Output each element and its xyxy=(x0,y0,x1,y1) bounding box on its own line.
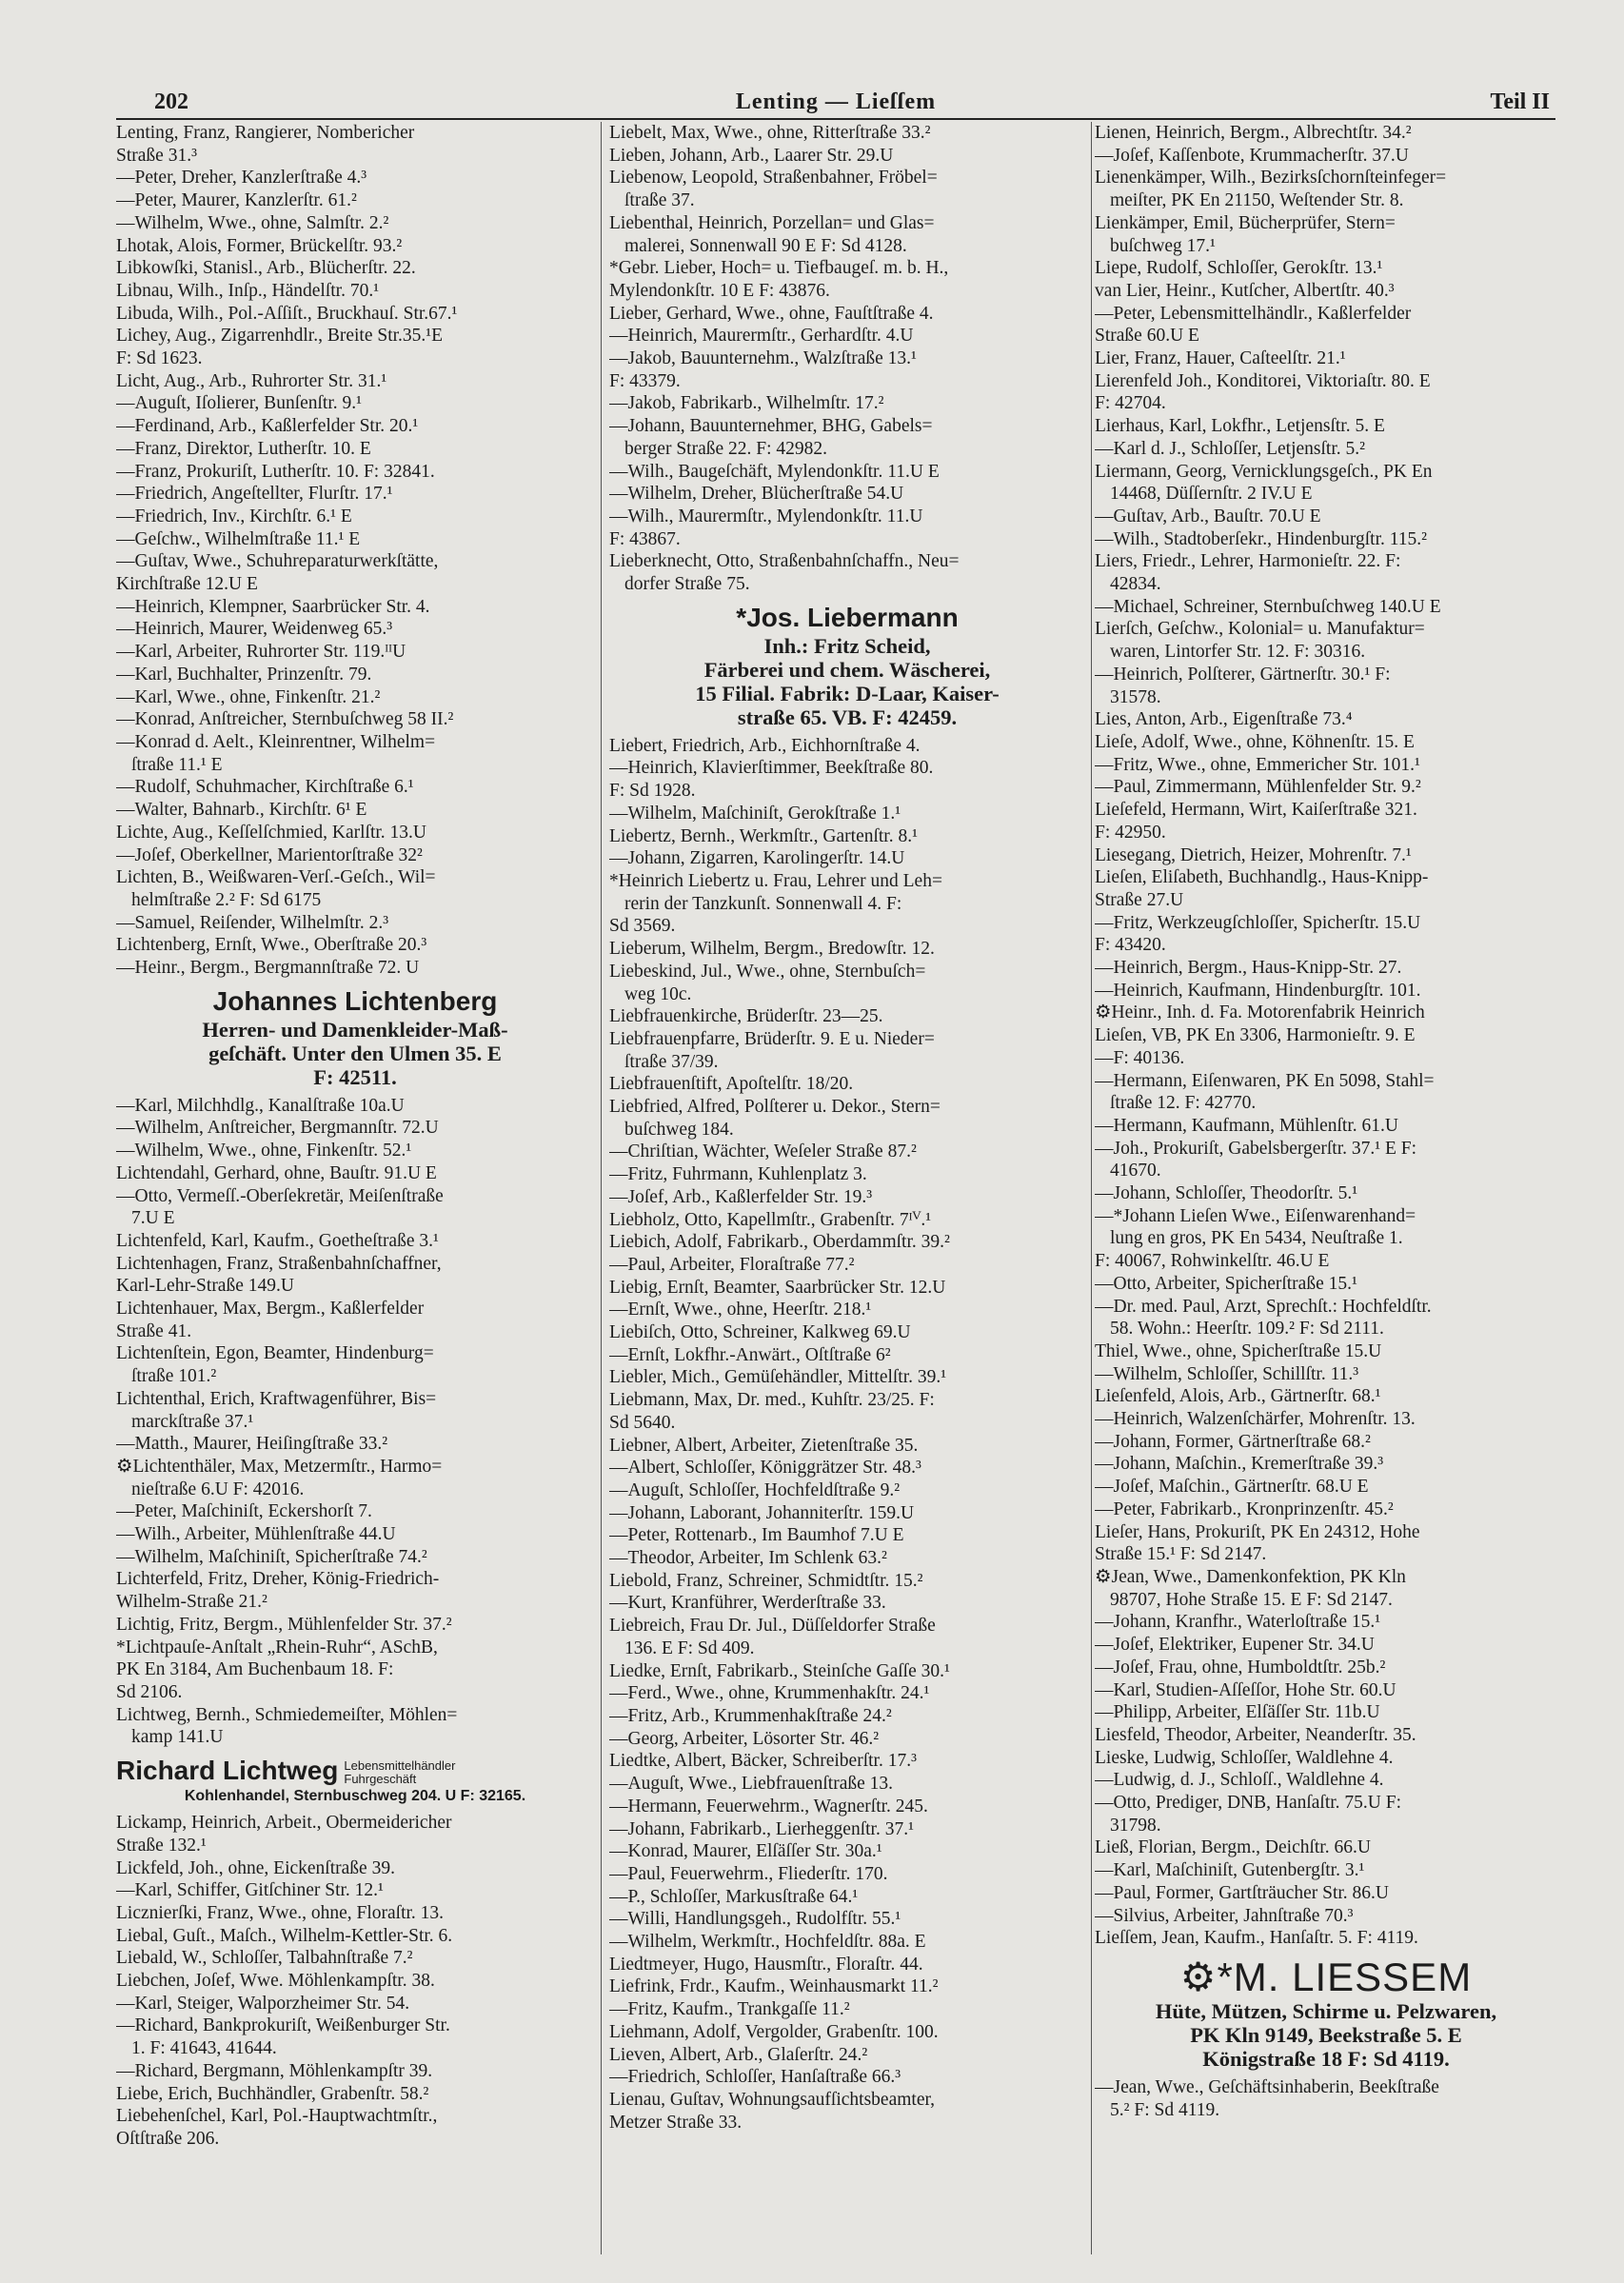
directory-entry-line: —Ferdinand, Arb., Kaßlerfelder Str. 20.¹ xyxy=(116,416,419,437)
directory-entry-line: Lieſer, Hans, Prokuriſt, PK En 24312, Hohe xyxy=(1095,1521,1420,1542)
directory-entry-line: —Heinrich, Maurermſtr., Gerhardſtr. 4.U xyxy=(609,326,914,347)
directory-entry-line: Liebenow, Leopold, Straßenbahner, Fröbel= xyxy=(609,168,938,189)
entry-continuation-line: lung en gros, PK En 5434, Neuſtraße 1. xyxy=(1110,1228,1403,1249)
entry-continuation-line: meiſter, PK En 21150, Weſtender Str. 8. xyxy=(1110,190,1404,211)
entry-continuation-line: ſtraße 101.² xyxy=(131,1366,217,1387)
directory-entry-line: —Konrad, Maurer, Elſäſſer Str. 30a.¹ xyxy=(609,1841,882,1862)
column-divider xyxy=(1091,122,1092,2254)
directory-entry-line: Lickfeld, Joh., ohne, Eickenſtraße 39. xyxy=(116,1857,395,1878)
directory-entry-line: —Rudolf, Schuhmacher, Kirchſtraße 6.¹ xyxy=(116,777,414,798)
directory-entry-line: —Ernſt, Lokfhr.-Anwärt., Oſtſtraße 6² xyxy=(609,1344,891,1365)
column-3 xyxy=(1095,122,1557,2254)
ad-text-line: Herren- und Damenkleider-Maß- xyxy=(202,1017,508,1042)
directory-entry-line: Lieſe, Adolf, Wwe., ohne, Köhnenſtr. 15. E xyxy=(1095,731,1415,752)
directory-entry-line: Lichey, Aug., Zigarrenhdlr., Breite Str.35.¹E xyxy=(116,326,444,347)
entry-continuation-line: 5.² F: Sd 4119. xyxy=(1110,2099,1220,2120)
directory-entry-line: Liebert, Friedrich, Arb., Eichhornſtraße 4. xyxy=(609,735,921,756)
entry-continuation-line: ſtraße 37. xyxy=(624,190,695,211)
directory-entry-line: —Heinrich, Klavierſtimmer, Beekſtraße 80. xyxy=(609,758,934,779)
advertisement-block xyxy=(116,1755,594,1806)
directory-entry-line: —Franz, Prokuriſt, Lutherſtr. 10. F: 32841. xyxy=(116,461,435,482)
entry-continuation-line: 7.U E xyxy=(131,1208,175,1229)
directory-entry-line: —Heinrich, Walzenſchärfer, Mohrenſtr. 13. xyxy=(1095,1409,1416,1430)
directory-entry-line: Lieſenfeld, Alois, Arb., Gärtnerſtr. 68.¹ xyxy=(1095,1386,1381,1407)
directory-entry-line: —Fritz, Kaufm., Trankgaſſe 11.² xyxy=(609,1999,850,2020)
directory-entry-line: —Ferd., Wwe., ohne, Krummenhakſtr. 24.¹ xyxy=(609,1683,930,1704)
entry-continuation-line: 98707, Hohe Straße 15. E F: Sd 2147. xyxy=(1110,1589,1393,1610)
directory-entry-line: *Gebr. Lieber, Hoch= u. Tiefbaugeſ. m. b. H., xyxy=(609,258,949,279)
directory-entry-line: Lickamp, Heinrich, Arbeit., Obermeidericher xyxy=(116,1813,452,1834)
directory-entry-line: Lichtenſtein, Egon, Beamter, Hindenburg= xyxy=(116,1343,434,1364)
entry-continuation-line: 42834. xyxy=(1110,574,1161,595)
directory-entry-line: Liebreich, Frau Dr. Jul., Düſſeldorfer Straße xyxy=(609,1616,936,1637)
entry-continuation-line: dorfer Straße 75. xyxy=(624,574,750,595)
directory-entry-line: Lienau, Guſtav, Wohnungsaufſichtsbeamter, xyxy=(609,2089,936,2110)
directory-entry-line: —Fritz, Werkzeugſchloſſer, Spicherſtr. 15.U xyxy=(1095,912,1421,933)
entry-continuation-line: 1. F: 41643, 41644. xyxy=(131,2038,277,2059)
directory-entry-line: Liebold, Franz, Schreiner, Schmidtſtr. 15.² xyxy=(609,1570,923,1591)
directory-entry-line: Liebal, Guſt., Maſch., Wilhelm-Kettler-Str. 6. xyxy=(116,1925,453,1946)
directory-entry-line: Lichten, B., Weißwaren-Verſ.-Geſch., Wil= xyxy=(116,867,436,888)
directory-entry-line: —Guſtav, Wwe., Schuhreparaturwerkſtätte, xyxy=(116,551,439,572)
entry-continuation-line: 136. E F: Sd 409. xyxy=(624,1638,755,1658)
directory-entry-line: —Johann, Fabrikarb., Lierheggenſtr. 37.¹ xyxy=(609,1818,914,1839)
directory-entry-line: Lienkämper, Emil, Bücherprüfer, Stern= xyxy=(1095,212,1396,233)
entry-continuation-line: buſchweg 17.¹ xyxy=(1110,235,1216,256)
directory-entry-line: —Albert, Schloſſer, Königgrätzer Str. 48.³ xyxy=(609,1458,921,1479)
directory-entry-line: —Wilhelm, Maſchiniſt, Spicherſtraße 74.² xyxy=(116,1546,427,1567)
directory-entry-line: —Samuel, Reiſender, Wilhelmſtr. 2.³ xyxy=(116,912,389,933)
directory-entry-line: —Karl, Steiger, Walporzheimer Str. 54. xyxy=(116,1993,410,2014)
directory-entry-line: Liebchen, Joſef, Wwe. Möhlenkampſtr. 38. xyxy=(116,1971,435,1992)
directory-entry-line: F: 43867. xyxy=(609,528,681,549)
directory-entry-line: —Peter, Fabrikarb., Kronprinzenſtr. 45.² xyxy=(1095,1499,1394,1519)
directory-entry-line: Lieberum, Wilhelm, Bergm., Bredowſtr. 12. xyxy=(609,939,935,960)
directory-entry-line: —Kurt, Kranführer, Werderſtraße 33. xyxy=(609,1593,886,1614)
directory-entry-line: —Friedrich, Inv., Kirchſtr. 6.¹ E xyxy=(116,506,352,526)
directory-entry-line: Lierſch, Geſchw., Kolonial= u. Manufaktur= xyxy=(1095,619,1425,640)
column-2 xyxy=(609,122,1085,2254)
directory-entry-line: Lichtendahl, Gerhard, ohne, Bauſtr. 91.U E xyxy=(116,1162,437,1183)
directory-entry-line: —*Johann Lieſen Wwe., Eiſenwarenhand= xyxy=(1095,1205,1416,1226)
directory-entry-line: Straße 15.¹ F: Sd 2147. xyxy=(1095,1544,1267,1565)
directory-entry-line: —Karl, Arbeiter, Ruhrorter Str. 119.ᴵᴵU xyxy=(116,642,406,663)
advertisement-block xyxy=(1095,1955,1557,2071)
entry-continuation-line: 58. Wohn.: Heerſtr. 109.² F: Sd 2111. xyxy=(1110,1319,1384,1340)
directory-entry-line: —Friedrich, Schloſſer, Hanſaſtraße 66.³ xyxy=(609,2067,901,2088)
directory-entry-line: —Chriſtian, Wächter, Weſeler Straße 87.² xyxy=(609,1142,917,1162)
directory-entry-line: —Friedrich, Angeſtellter, Flurſtr. 17.¹ xyxy=(116,484,393,505)
directory-entry-line: F: 43420. xyxy=(1095,935,1166,956)
directory-entry-line: Lichtenfeld, Karl, Kaufm., Goetheſtraße 3.¹ xyxy=(116,1230,439,1251)
directory-entry-line: —Joſef, Oberkellner, Marientorſtraße 32² xyxy=(116,844,423,865)
directory-entry-line: Liers, Friedr., Lehrer, Harmonieſtr. 22. F: xyxy=(1095,551,1401,572)
directory-entry-line: —Joſef, Elektriker, Eupener Str. 34.U xyxy=(1095,1635,1375,1656)
directory-entry-line: —Heinrich, Polſterer, Gärtnerſtr. 30.¹ F: xyxy=(1095,664,1391,685)
ad-business-name xyxy=(116,1755,594,1787)
directory-entry-line: Liebald, W., Schloſſer, Talbahnſtraße 7.² xyxy=(116,1948,413,1969)
directory-entry-line: F: 40067, Rohwinkelſtr. 46.U E xyxy=(1095,1251,1330,1272)
directory-entry-line: Liermann, Georg, Vernicklungsgeſch., PK En xyxy=(1095,461,1433,482)
directory-entry-line: Lieſefeld, Hermann, Wirt, Kaiſerſtraße 321. xyxy=(1095,800,1417,821)
directory-entry-line: Sd 2106. xyxy=(116,1682,183,1702)
directory-entry-line: —Paul, Former, Gartſträucher Str. 86.U xyxy=(1095,1882,1389,1903)
directory-entry-line: Lieſen, Eliſabeth, Buchhandlg., Haus-Knipp- xyxy=(1095,867,1429,888)
directory-entry-line: —P., Schloſſer, Markusſtraße 64.¹ xyxy=(609,1886,859,1907)
ad-name-text: Richard Lichtweg xyxy=(116,1756,339,1786)
directory-entry-line: —Wilh., Maurermſtr., Mylendonkſtr. 11.U xyxy=(609,506,923,526)
directory-entry-line: Lieske, Ludwig, Schloſſer, Waldlehne 4. xyxy=(1095,1747,1394,1768)
directory-entry-line: —Geſchw., Wilhelmſtraße 11.¹ E xyxy=(116,528,361,549)
directory-entry-line: Liebe, Erich, Buchhändler, Grabenſtr. 58.² xyxy=(116,2083,429,2104)
directory-entry-line: Wilhelm-Straße 21.² xyxy=(116,1592,267,1613)
directory-entry-line: Lichtenberg, Ernſt, Wwe., Oberſtraße 20.³ xyxy=(116,935,427,956)
directory-entry-line: —Auguſt, Wwe., Liebfrauenſtraße 13. xyxy=(609,1774,894,1795)
directory-entry-line: —Jean, Wwe., Geſchäftsinhaberin, Beekſtraße xyxy=(1095,2076,1439,2097)
directory-entry-line: —Karl, Buchhalter, Prinzenſtr. 79. xyxy=(116,664,372,685)
directory-entry-line: —Johann, Maſchin., Kremerſtraße 39.³ xyxy=(1095,1454,1384,1475)
directory-entry-line: ⚙Heinr., Inh. d. Fa. Motorenfabrik Heinrich xyxy=(1095,1003,1425,1023)
directory-entry-line: —Joſef, Arb., Kaßlerfelder Str. 19.³ xyxy=(609,1186,873,1207)
directory-entry-line: —Karl, Schiffer, Gitſchiner Str. 12.¹ xyxy=(116,1880,384,1901)
directory-entry-line: F: Sd 1623. xyxy=(116,348,203,369)
directory-entry-line: —Heinrich, Klempner, Saarbrücker Str. 4. xyxy=(116,596,430,617)
directory-entry-line: —F: 40136. xyxy=(1095,1047,1185,1068)
directory-entry-line: —Karl, Wwe., ohne, Finkenſtr. 21.² xyxy=(116,686,381,707)
entry-continuation-line: helmſtraße 2.² F: Sd 6175 xyxy=(131,889,322,910)
directory-entry-line: Karl-Lehr-Straße 149.U xyxy=(116,1276,294,1297)
directory-entry-line: F: 42704. xyxy=(1095,393,1166,414)
ad-business-name: ⚙*M. LIESSEM xyxy=(1179,1954,1473,1999)
directory-entry-line: Straße 41. xyxy=(116,1320,192,1341)
ad-side-line: Fuhrgeschäft xyxy=(344,1771,417,1786)
directory-entry-line: —Paul, Feuerwehrm., Fliederſtr. 170. xyxy=(609,1863,888,1884)
directory-entry-line: Libnau, Wilh., Inſp., Händelſtr. 70.¹ xyxy=(116,280,380,301)
directory-entry-line: Libuda, Wilh., Pol.-Aſſiſt., Bruckhauſ. Str.67.¹ xyxy=(116,303,458,324)
column-divider xyxy=(601,122,602,2254)
directory-entry-line: —Peter, Rottenarb., Im Baumhof 7.U E xyxy=(609,1525,904,1546)
directory-entry-line: Liedtke, Albert, Bäcker, Schreiberſtr. 17.³ xyxy=(609,1751,917,1772)
directory-entry-line: Liebig, Ernſt, Beamter, Saarbrücker Str. 12.U xyxy=(609,1277,946,1298)
directory-entry-line: Liebfrauenkirche, Brüderſtr. 23—25. xyxy=(609,1006,883,1027)
directory-entry-line: —Johann, Schloſſer, Theodorſtr. 5.¹ xyxy=(1095,1183,1358,1204)
directory-entry-line: —Philipp, Arbeiter, Elſäſſer Str. 11b.U xyxy=(1095,1702,1380,1723)
directory-entry-line: —Peter, Maſchiniſt, Eckershorſt 7. xyxy=(116,1501,372,1522)
directory-entry-line: —Wilhelm, Anſtreicher, Bergmannſtr. 72.U xyxy=(116,1118,439,1139)
directory-entry-line: —Ernſt, Wwe., ohne, Heerſtr. 218.¹ xyxy=(609,1300,872,1320)
directory-entry-line: —Karl, Maſchiniſt, Gutenbergſtr. 3.¹ xyxy=(1095,1860,1365,1881)
page-number: 202 xyxy=(154,89,188,114)
directory-entry-line: —Hermann, Kaufmann, Mühlenſtr. 61.U xyxy=(1095,1115,1398,1136)
entry-continuation-line: buſchweg 184. xyxy=(624,1119,734,1140)
directory-entry-line: Liebmann, Max, Dr. med., Kuhſtr. 23/25. F: xyxy=(609,1390,935,1411)
directory-entry-line: Liebeskind, Jul., Wwe., ohne, Sternbuſch= xyxy=(609,961,926,982)
ad-text-line: Färberei und chem. Wäscherei, xyxy=(703,657,991,682)
directory-entry-line: —Fritz, Arb., Krummenhakſtraße 24.² xyxy=(609,1706,892,1726)
advertisement-block xyxy=(116,985,594,1089)
directory-entry-line: Liebiſch, Otto, Schreiner, Kalkweg 69.U xyxy=(609,1322,911,1343)
directory-entry-line: —Wilhelm, Werkmſtr., Hochfeldſtr. 88a. E xyxy=(609,1932,926,1953)
directory-entry-line: —Joh., Prokuriſt, Gabelsbergerſtr. 37.¹ E F: xyxy=(1095,1138,1417,1159)
directory-entry-line: Straße 31.³ xyxy=(116,145,197,166)
directory-entry-line: Liesfeld, Theodor, Arbeiter, Neanderſtr. 35. xyxy=(1095,1724,1416,1745)
directory-entry-line: —Konrad, Anſtreicher, Sternbuſchweg 58 II.² xyxy=(116,709,454,730)
directory-entry-line: Liesegang, Dietrich, Heizer, Mohrenſtr. 7.¹ xyxy=(1095,844,1412,865)
directory-entry-line: Straße 27.U xyxy=(1095,889,1184,910)
directory-entry-line: Liebelt, Max, Wwe., ohne, Ritterſtraße 33.² xyxy=(609,123,931,143)
directory-entry-line: —Johann, Zigarren, Karolingerſtr. 14.U xyxy=(609,848,905,869)
directory-entry-line: —Franz, Direktor, Lutherſtr. 10. E xyxy=(116,438,371,459)
directory-entry-line: —Otto, Arbeiter, Spicherſtraße 15.¹ xyxy=(1095,1273,1357,1294)
directory-entry-line: —Wilhelm, Wwe., ohne, Salmſtr. 2.² xyxy=(116,212,389,233)
directory-entry-line: Metzer Straße 33. xyxy=(609,2112,743,2133)
directory-entry-line: —Johann, Laborant, Johanniterſtr. 159.U xyxy=(609,1502,915,1523)
directory-entry-line: Lierhaus, Karl, Lokfhr., Letjensſtr. 5. E xyxy=(1095,416,1385,437)
ad-text-line: 15 Filial. Fabrik: D-Laar, Kaiser- xyxy=(695,681,1000,705)
directory-entry-line: Lier, Franz, Hauer, Caſteelſtr. 21.¹ xyxy=(1095,348,1346,369)
directory-entry-line: —Ludwig, d. J., Schloſſ., Waldlehne 4. xyxy=(1095,1770,1384,1791)
directory-entry-line: —Karl d. J., Schloſſer, Letjensſtr. 5.² xyxy=(1095,438,1365,459)
directory-entry-line: —Wilh., Stadtoberſekr., Hindenburgſtr. 115.² xyxy=(1095,528,1427,549)
directory-entry-line: *Heinrich Liebertz u. Frau, Lehrer und Leh= xyxy=(609,870,942,891)
directory-entry-line: Liebich, Adolf, Fabrikarb., Oberdammſtr. 39.² xyxy=(609,1232,950,1253)
directory-entry-line: Liebenthal, Heinrich, Porzellan= und Glas= xyxy=(609,212,935,233)
directory-entry-line: Liepe, Rudolf, Schloſſer, Gerokſtr. 13.¹ xyxy=(1095,258,1383,279)
ad-text-line: geſchäft. Unter den Ulmen 35. E xyxy=(208,1041,502,1065)
directory-entry-line: Lichtig, Fritz, Bergm., Mühlenfelder Str. 37.² xyxy=(116,1614,452,1635)
directory-entry-line: Liebfrauenpfarre, Brüderſtr. 9. E u. Nieder= xyxy=(609,1028,935,1049)
directory-entry-line: —Dr. med. Paul, Arzt, Sprechſt.: Hochfeldſtr. xyxy=(1095,1296,1432,1317)
directory-entry-line: —Heinrich, Maurer, Weidenweg 65.³ xyxy=(116,619,393,640)
directory-entry-line: —Heinr., Bergm., Bergmannſtraße 72. U xyxy=(116,958,420,979)
directory-entry-line: F: 43379. xyxy=(609,370,681,391)
ad-text-line: Hüte, Mützen, Schirme u. Pelzwaren, xyxy=(1155,1998,1497,2023)
directory-entry-line: Oſtſtraße 206. xyxy=(116,2128,220,2149)
directory-entry-line: Lhotak, Alois, Former, Brückelſtr. 93.² xyxy=(116,235,403,256)
directory-entry-line: van Lier, Heinr., Kutſcher, Albertſtr. 40.³ xyxy=(1095,280,1395,301)
directory-entry-line: —Joſef, Frau, ohne, Humboldtſtr. 25b.² xyxy=(1095,1657,1386,1678)
directory-entry-line: —Otto, Vermeſſ.-Oberſekretär, Meiſenſtraße xyxy=(116,1185,444,1206)
directory-entry-line: —Michael, Schreiner, Sternbuſchweg 140.U E xyxy=(1095,596,1441,617)
directory-entry-line: Sd 3569. xyxy=(609,916,676,937)
directory-entry-line: Lienen, Heinrich, Bergm., Albrechtſtr. 34.² xyxy=(1095,123,1412,143)
entry-continuation-line: kamp 141.U xyxy=(131,1727,224,1748)
directory-entry-line: Liebler, Mich., Gemüſehändler, Mittelſtr. 39.¹ xyxy=(609,1367,947,1388)
entry-continuation-line: rerin der Tanzkunſt. Sonnenwall 4. F: xyxy=(624,893,902,914)
directory-entry-line: —Wilhelm, Maſchiniſt, Gerokſtraße 1.¹ xyxy=(609,803,901,824)
directory-entry-line: Lienenkämper, Wilh., Bezirksſchornſteinfeger= xyxy=(1095,168,1447,189)
directory-entry-line: Liebehenſchel, Karl, Pol.-Hauptwachtmſtr., xyxy=(116,2106,438,2127)
directory-entry-line: F: Sd 1928. xyxy=(609,781,696,802)
directory-entry-line: Thiel, Wwe., ohne, Spicherſtraße 15.U xyxy=(1095,1340,1382,1361)
directory-entry-line: —Jakob, Bauunternehm., Walzſtraße 13.¹ xyxy=(609,348,917,369)
directory-entry-line: Lichtweg, Bernh., Schmiedemeiſter, Möhlen= xyxy=(116,1704,458,1725)
ad-business-name: *Jos. Liebermann xyxy=(736,602,959,632)
directory-entry-line: Lichte, Aug., Keſſelſchmied, Karlſtr. 13.U xyxy=(116,822,427,843)
directory-entry-line: Liebfried, Alfred, Polſterer u. Dekor., Stern= xyxy=(609,1097,941,1118)
directory-entry-line: —Otto, Prediger, DNB, Hanſaſtr. 75.U F: xyxy=(1095,1793,1402,1814)
directory-entry-line: Liedke, Ernſt, Fabrikarb., Steinſche Gaſſe 30.¹ xyxy=(609,1660,950,1681)
directory-entry-line: —Wilhelm, Schloſſer, Schillſtr. 11.³ xyxy=(1095,1363,1359,1384)
directory-entry-line: —Heinrich, Bergm., Haus-Knipp-Str. 27. xyxy=(1095,958,1402,979)
directory-entry-line: Libkowſki, Stanisl., Arb., Blücherſtr. 22. xyxy=(116,258,416,279)
directory-entry-line: Liehmann, Adolf, Vergolder, Grabenſtr. 100. xyxy=(609,2021,939,2042)
directory-entry-line: Lichtenhauer, Max, Bergm., Kaßlerfelder xyxy=(116,1299,425,1320)
directory-entry-line: —Wilh., Arbeiter, Mühlenſtraße 44.U xyxy=(116,1524,396,1545)
directory-entry-line: —Richard, Bankprokuriſt, Weißenburger Str. xyxy=(116,2015,450,2036)
directory-entry-line: —Paul, Arbeiter, Floraſtraße 77.² xyxy=(609,1254,855,1275)
entry-continuation-line: berger Straße 22. F: 42982. xyxy=(624,438,828,459)
ad-text-line: PK Kln 9149, Beekstraße 5. E xyxy=(1190,2022,1462,2047)
directory-entry-line: —Konrad d. Aelt., Kleinrentner, Wilhelm= xyxy=(116,731,436,752)
entry-continuation-line: ſtraße 12. F: 42770. xyxy=(1110,1093,1257,1114)
directory-entry-line: Lierenfeld Joh., Konditorei, Viktoriaſtr. 80. E xyxy=(1095,370,1431,391)
directory-entry-line: —Joſef, Kaſſenbote, Krummacherſtr. 37.U xyxy=(1095,145,1409,166)
directory-entry-line: —Willi, Handlungsgeh., Rudolfſtr. 55.¹ xyxy=(609,1909,901,1930)
directory-entry-line: —Hermann, Feuerwehrm., Wagnerſtr. 245. xyxy=(609,1796,928,1816)
entry-continuation-line: 14468, Düſſernſtr. 2 IV.U E xyxy=(1110,484,1313,505)
directory-entry-line: —Peter, Dreher, Kanzlerſtraße 4.³ xyxy=(116,168,367,189)
directory-entry-line: —Auguſt, Schloſſer, Hochfeldſtraße 9.² xyxy=(609,1479,901,1500)
directory-entry-line: —Peter, Maurer, Kanzlerſtr. 61.² xyxy=(116,190,357,211)
ad-side-note xyxy=(344,1759,455,1786)
ad-text-line: Königstraße 18 F: Sd 4119. xyxy=(1202,2046,1450,2071)
directory-entry-line: Lenting, Franz, Rangierer, Nombericher xyxy=(116,123,415,143)
directory-entry-line: —Johann, Former, Gärtnerſtraße 68.² xyxy=(1095,1431,1371,1452)
directory-entry-line: —Georg, Arbeiter, Lösorter Str. 46.² xyxy=(609,1728,880,1749)
directory-entry-line: —Fritz, Wwe., ohne, Emmericher Str. 101.¹ xyxy=(1095,754,1420,775)
ad-business-name: Johannes Lichtenberg xyxy=(212,985,498,1016)
directory-entry-line: Lieven, Albert, Arb., Glaſerſtr. 24.² xyxy=(609,2044,868,2065)
entry-continuation-line: 31798. xyxy=(1110,1815,1161,1836)
ad-text-line: straße 65. VB. F: 42459. xyxy=(737,705,958,729)
directory-entry-line: —Theodor, Arbeiter, Im Schlenk 63.² xyxy=(609,1548,887,1569)
directory-entry-line: Lieſen, VB, PK En 3306, Harmonieſtr. 9. E xyxy=(1095,1025,1416,1046)
directory-entry-line: Lies, Anton, Arb., Eigenſtraße 73.⁴ xyxy=(1095,709,1353,730)
running-title: Lenting — Lieſſem xyxy=(735,89,937,114)
directory-entry-line: —Joſef, Maſchin., Gärtnerſtr. 68.U E xyxy=(1095,1477,1369,1498)
directory-entry-line: —Matth., Maurer, Heiſingſtraße 33.² xyxy=(116,1434,388,1455)
directory-entry-line: —Paul, Zimmermann, Mühlenfelder Str. 9.² xyxy=(1095,777,1421,798)
page-header xyxy=(116,88,1555,120)
directory-entry-line: —Auguſt, Iſolierer, Bunſenſtr. 9.¹ xyxy=(116,393,362,414)
directory-entry-line: F: 42950. xyxy=(1095,822,1166,843)
directory-entry-line: —Jakob, Fabrikarb., Wilhelmſtr. 17.² xyxy=(609,393,884,414)
directory-entry-line: Kirchſtraße 12.U E xyxy=(116,574,258,595)
directory-entry-line: Straße 60.U E xyxy=(1095,326,1199,347)
directory-entry-line: Lieberknecht, Otto, Straßenbahnſchaffn., Neu= xyxy=(609,551,960,572)
directory-entry-line: —Wilhelm, Wwe., ohne, Finkenſtr. 52.¹ xyxy=(116,1141,412,1161)
directory-entry-line: Liebholz, Otto, Kapellmſtr., Grabenſtr. 7ᴵⱽ.¹ xyxy=(609,1209,932,1230)
directory-entry-line: —Fritz, Fuhrmann, Kuhlenplatz 3. xyxy=(609,1164,867,1185)
directory-entry-line: Liebner, Albert, Arbeiter, Zietenſtraße 35. xyxy=(609,1435,919,1456)
directory-entry-line: Lieber, Gerhard, Wwe., ohne, Fauſtſtraße 4. xyxy=(609,303,934,324)
directory-entry-line: Liebertz, Bernh., Werkmſtr., Gartenſtr. 8.¹ xyxy=(609,825,918,846)
directory-entry-line: —Guſtav, Arb., Bauſtr. 70.U E xyxy=(1095,506,1321,526)
advertisement-block xyxy=(609,602,1085,729)
directory-entry-line: Ließ, Florian, Bergm., Deichſtr. 66.U xyxy=(1095,1837,1371,1858)
entry-continuation-line: 31578. xyxy=(1110,686,1161,707)
directory-entry-line: —Richard, Bergmann, Möhlenkampſtr 39. xyxy=(116,2060,433,2081)
entry-continuation-line: 41670. xyxy=(1110,1161,1161,1181)
directory-entry-line: ⚙Lichtenthäler, Max, Metzermſtr., Harmo= xyxy=(116,1456,443,1477)
column-1 xyxy=(116,122,594,2254)
directory-entry-line: PK En 3184, Am Buchenbaum 18. F: xyxy=(116,1659,394,1680)
directory-entry-line: —Hermann, Eiſenwaren, PK En 5098, Stahl= xyxy=(1095,1070,1435,1091)
directory-entry-line: Lieben, Johann, Arb., Laarer Str. 29.U xyxy=(609,145,894,166)
directory-entry-line: —Heinrich, Kaufmann, Hindenburgſtr. 101. xyxy=(1095,980,1421,1001)
entry-continuation-line: malerei, Sonnenwall 90 E F: Sd 4128. xyxy=(624,235,907,256)
directory-entry-line: —Silvius, Arbeiter, Jahnſtraße 70.³ xyxy=(1095,1905,1354,1926)
directory-entry-line: —Wilhelm, Dreher, Blücherſtraße 54.U xyxy=(609,484,904,505)
directory-entry-line: Licht, Aug., Arb., Ruhrorter Str. 31.¹ xyxy=(116,370,387,391)
directory-entry-line: Lichterfeld, Fritz, Dreher, König-Friedrich- xyxy=(116,1569,440,1590)
entry-continuation-line: marckſtraße 37.¹ xyxy=(131,1411,254,1432)
directory-entry-line: —Johann, Kranfhr., Waterloſtraße 15.¹ xyxy=(1095,1612,1381,1633)
ad-side-line: Lebensmittelhändler xyxy=(344,1757,456,1773)
entry-continuation-line: weg 10c. xyxy=(624,983,692,1004)
directory-entry-line: ⚙Jean, Wwe., Damenkonfektion, PK Kln xyxy=(1095,1567,1406,1587)
ad-text-line: Inh.: Fritz Scheid, xyxy=(763,633,931,658)
directory-entry-line: Lichtenhagen, Franz, Straßenbahnſchaffner, xyxy=(116,1253,442,1274)
directory-entry-line: —Karl, Studien-Aſſeſſor, Hohe Str. 60.U xyxy=(1095,1679,1396,1700)
directory-entry-line: —Johann, Bauunternehmer, BHG, Gabels= xyxy=(609,416,933,437)
entry-continuation-line: ſtraße 37/39. xyxy=(624,1051,719,1072)
ad-text-line: F: 42511. xyxy=(313,1064,397,1089)
directory-entry-line: Mylendonkſtr. 10 E F: 43876. xyxy=(609,280,830,301)
ad-text-line: Kohlenhandel, Sternbuschweg 204. U F: 32165. xyxy=(184,1788,526,1805)
part-label: Teil II xyxy=(1490,89,1550,114)
directory-entry-line: Lichtenthal, Erich, Kraftwagenführer, Bis= xyxy=(116,1388,437,1409)
directory-entry-line: Lieſſem, Jean, Kaufm., Hanſaſtr. 5. F: 4119. xyxy=(1095,1928,1418,1949)
directory-entry-line: —Walter, Bahnarb., Kirchſtr. 6¹ E xyxy=(116,800,367,821)
directory-entry-line: —Wilh., Baugeſchäft, Mylendonkſtr. 11.U E xyxy=(609,461,940,482)
directory-entry-line: Liefrink, Frdr., Kaufm., Weinhausmarkt 11.² xyxy=(609,1976,939,1997)
entry-continuation-line: waren, Lintorfer Str. 12. F: 30316. xyxy=(1110,642,1366,663)
directory-entry-line: Liebfrauenſtift, Apoſtelſtr. 18/20. xyxy=(609,1074,854,1095)
directory-entry-line: *Lichtpauſe-Anſtalt „Rhein-Ruhr“, ASchB, xyxy=(116,1637,438,1658)
entry-continuation-line: nieſtraße 6.U F: 42016. xyxy=(131,1479,305,1499)
directory-entry-line: Liedtmeyer, Hugo, Hausmſtr., Floraſtr. 44. xyxy=(609,1954,923,1975)
directory-entry-line: —Karl, Milchhdlg., Kanalſtraße 10a.U xyxy=(116,1095,405,1116)
entry-continuation-line: ſtraße 11.¹ E xyxy=(131,754,223,775)
directory-entry-line: Sd 5640. xyxy=(609,1412,676,1433)
directory-entry-line: —Peter, Lebensmittelhändlr., Kaßlerfelder xyxy=(1095,303,1412,324)
directory-entry-line: Straße 132.¹ xyxy=(116,1835,207,1856)
directory-entry-line: Licznierſki, Franz, Wwe., ohne, Floraſtr. 13. xyxy=(116,1902,445,1923)
